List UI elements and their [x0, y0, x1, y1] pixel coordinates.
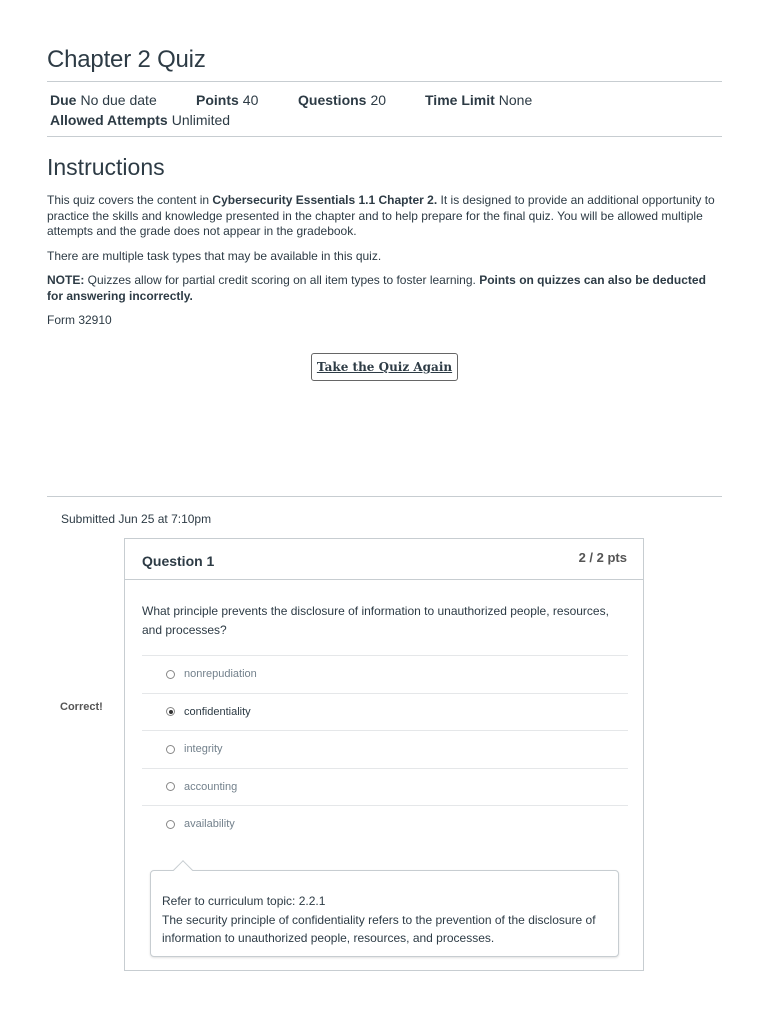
radio-icon	[166, 670, 175, 679]
page-title: Chapter 2 Quiz	[47, 46, 206, 73]
question-header	[125, 539, 643, 580]
instructions-paragraph-1	[47, 193, 715, 240]
meta-points	[196, 90, 298, 110]
question-text: What principle prevents the disclosure of information to unauthorized people, resources, and processes?	[142, 604, 609, 637]
instructions-paragraph-2: There are multiple task types that may be available in this quiz.	[47, 248, 382, 263]
radio-selected-icon	[166, 707, 175, 716]
feedback-topic: Refer to curriculum topic: 2.2.1	[162, 894, 326, 908]
answer-label: nonrepudiation	[184, 668, 257, 681]
answer-option[interactable]	[142, 655, 628, 693]
note-label: NOTE:	[47, 273, 85, 287]
quiz-meta	[50, 90, 720, 130]
due-value: No due date	[80, 92, 157, 108]
meta-divider	[47, 136, 722, 137]
form-number: Form 32910	[47, 313, 112, 327]
question-number: Question 1	[142, 553, 215, 569]
correct-indicator: Correct!	[60, 701, 103, 713]
time-limit-label: Time Limit	[425, 92, 495, 108]
radio-icon	[166, 820, 175, 829]
question-card	[124, 538, 644, 971]
radio-icon	[166, 782, 175, 791]
instructions-note	[47, 273, 715, 304]
answer-list	[142, 655, 628, 843]
meta-time-limit	[425, 90, 532, 110]
answer-label: integrity	[184, 743, 223, 756]
p1-text-c: It is designed to provide an additional opportunity to practice the skills and knowledge presented in the chapter and to help prepare for the final quiz. You will be allowed multiple attempts and the grade does not appear in the gradebook.	[47, 193, 715, 238]
submission-divider	[47, 496, 722, 497]
answer-feedback	[150, 870, 619, 957]
note-bold: Points on quizzes can also be deducted for answering incorrectly.	[47, 273, 706, 303]
radio-icon	[166, 745, 175, 754]
note-text: Quizzes allow for partial credit scoring on all item types to foster learning.	[84, 273, 480, 287]
points-label: Points	[196, 92, 239, 108]
p1-course-name: Cybersecurity Essentials 1.1 Chapter 2.	[212, 193, 438, 207]
answer-option[interactable]	[142, 730, 628, 768]
instructions-body	[47, 193, 715, 338]
points-value: 40	[242, 92, 259, 108]
answer-label: availability	[184, 818, 235, 831]
attempts-label: Allowed Attempts	[50, 112, 168, 128]
answer-label: confidentiality	[184, 705, 251, 718]
feedback-caret-icon	[173, 860, 193, 880]
meta-attempts	[50, 110, 230, 130]
answer-label: accounting	[184, 780, 238, 793]
answer-option[interactable]	[142, 768, 628, 806]
submitted-timestamp: Submitted Jun 25 at 7:10pm	[61, 512, 212, 526]
question-points: 2 / 2 pts	[578, 550, 627, 565]
answer-option[interactable]	[142, 805, 628, 843]
meta-due	[50, 90, 196, 110]
due-label: Due	[50, 92, 77, 108]
instructions-heading: Instructions	[47, 154, 165, 180]
questions-label: Questions	[298, 92, 367, 108]
meta-questions	[298, 90, 425, 110]
feedback-text: The security principle of confidentiality refers to the prevention of the disclosure of information to unauthorized people, resources, and processes.	[162, 912, 596, 945]
p1-text-a: This quiz covers the content in	[47, 193, 213, 207]
time-limit-value: None	[498, 92, 533, 108]
title-divider	[47, 81, 722, 82]
questions-value: 20	[370, 92, 387, 108]
attempts-value: Unlimited	[171, 112, 231, 128]
take-quiz-again-button[interactable]: Take the Quiz Again	[311, 353, 458, 381]
answer-option-selected[interactable]	[142, 693, 628, 731]
